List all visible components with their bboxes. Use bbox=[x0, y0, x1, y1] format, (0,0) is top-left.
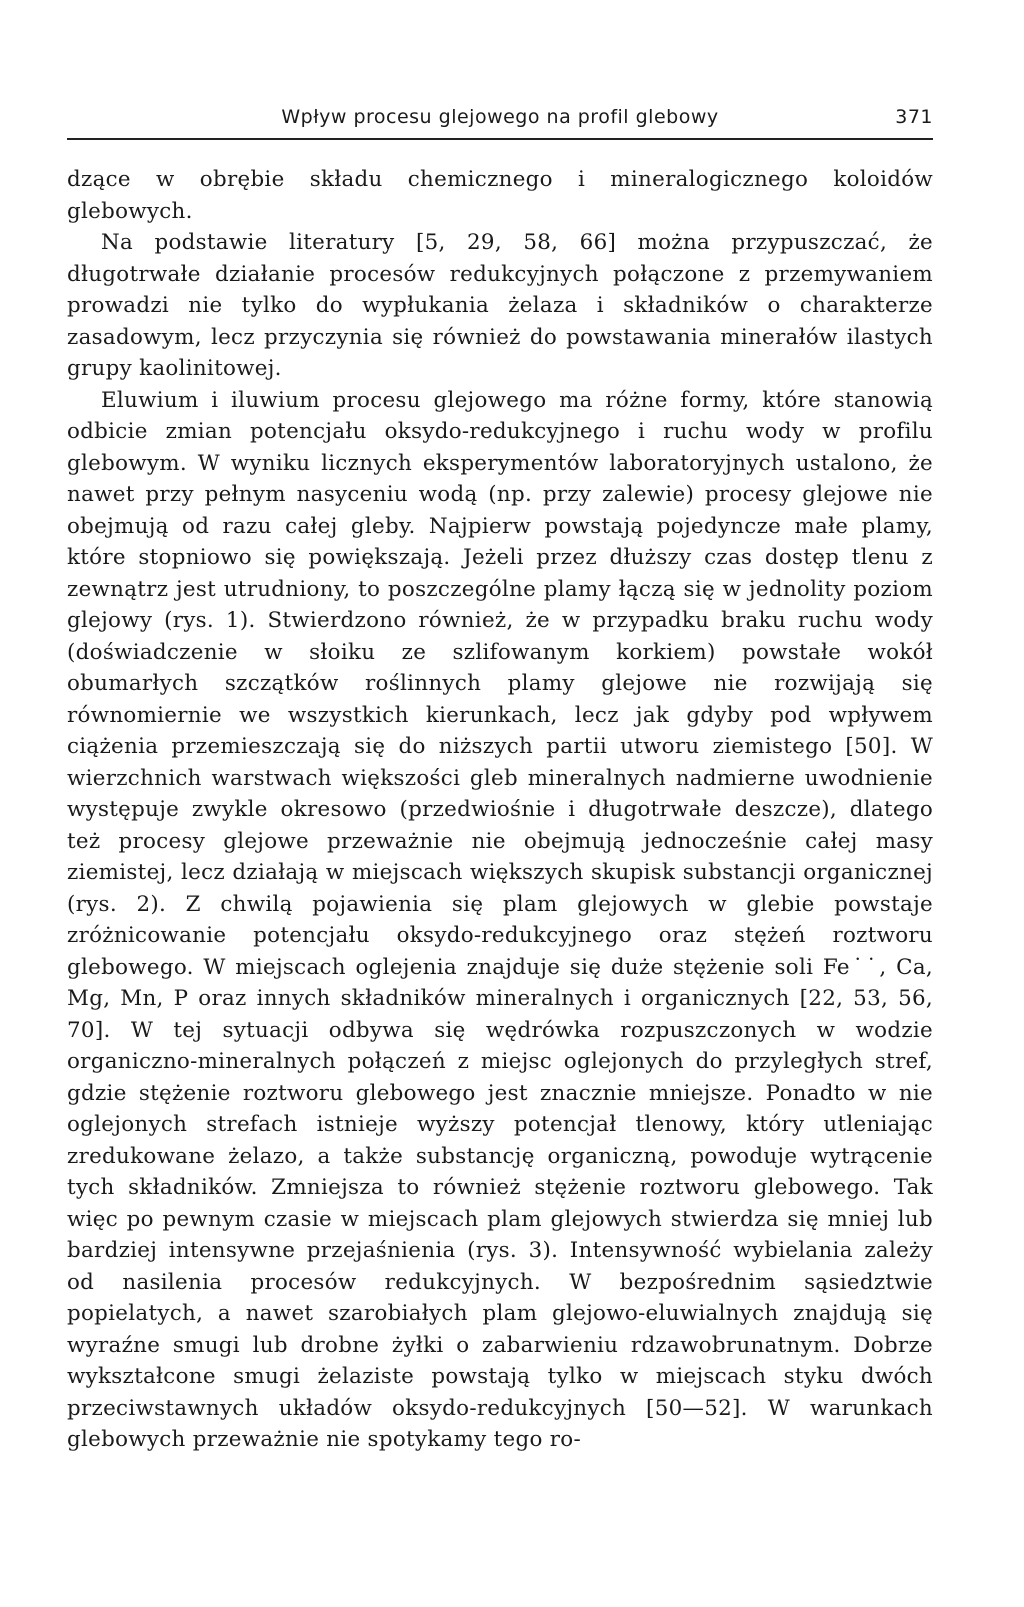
page-number: 371 bbox=[895, 106, 933, 128]
book-page bbox=[67, 96, 933, 1456]
running-title: Wpływ procesu glejowego na profil glebowy bbox=[281, 106, 719, 128]
paragraph-eluvium: Eluwium i iluwium procesu glejowego ma różne formy, które stanowią odbicie zmian potencjału oksydo-redukcyjnego i ruchu wody w profilu glebowym. W wyniku licznych eksperymentów laboratoryjnych ustalono, że nawet przy pełnym nasyceniu wodą (np. przy zalewie) procesy glejowe nie obejmują od razu całej gleby. Najpierw powstają pojedyncze małe plamy, które stopniowo się powiększają. Jeżeli przez dłuższy czas dostęp tlenu z zewnątrz jest utrudniony, to poszczególne plamy łączą się w jednolity poziom glejowy (rys. 1). Stwierdzono również, że w przypadku braku ruchu wody (doświadczenie w słoiku ze szlifowanym korkiem) powstałe wokół obumarłych szczątków roślinnych plamy glejowe nie rozwijają się równomiernie we wszystkich kierunkach, lecz jak gdyby pod wpływem ciążenia przemieszczają się do niższych partii utworu ziemistego [50]. W wierzchnich warstwach większości gleb mineralnych nadmierne uwodnienie występuje zwykle okresowo (przedwiośnie i długotrwałe deszcze), dlatego też procesy glejowe przeważnie nie obejmują jednocześnie całej masy ziemistej, lecz działają w miejscach większych skupisk substancji organicznej (rys. 2). Z chwilą pojawienia się plam glejowych w glebie powstaje zróżnicowanie potencjału oksydo-redukcyjnego oraz stężeń roztworu glebowego. W miejscach oglejenia znajduje się duże stężenie soli Fe˙˙, Ca, Mg, Mn, P oraz innych składników mineralnych i organicznych [22, 53, 56, 70]. W tej sytuacji odbywa się wędrówka rozpuszczonych w wodzie organiczno-mineralnych połączeń z miejsc oglejonych do przyległych stref, gdzie stężenie roztworu glebowego jest znacznie mniejsze. Ponadto w nie oglejonych strefach istnieje wyższy potencjał tlenowy, który utleniając zredukowane żelazo, a także substancję organiczną, powoduje wytrącenie tych składników. Zmniejsza to również stężenie roztworu glebowego. Tak więc po pewnym czasie w miejscach plam glejowych stwierdza się mniej lub bardziej intensywne przejaśnienia (rys. 3). Intensywność wybielania zależy od nasilenia procesów redukcyjnych. W bezpośrednim sąsiedztwie popielatych, a nawet szarobiałych plam glejowo-eluwialnych znajdują się wyraźne smugi lub drobne żyłki o zabarwieniu rdzawobrunatnym. Dobrze wykształcone smugi żelaziste powstają tylko w miejscach styku dwóch przeciwstawnych układów oksydo-redukcyjnych [50—52]. W warunkach glebowych przeważnie nie spotykamy tego ro- bbox=[67, 387, 933, 1452]
body-text bbox=[67, 164, 933, 1456]
paragraph-continuation: dzące w obrębie składu chemicznego i mineralogicznego koloidów glebowych. bbox=[67, 167, 933, 224]
paragraph-literature: Na podstawie literatury [5, 29, 58, 66] można przypuszczać, że długotrwałe działanie procesów redukcyjnych połączone z przemywaniem prowadzi nie tylko do wypłukania żelaza i składników o charakterze zasadowym, lecz przyczynia się również do powstawania minerałów ilastych grupy kaolinitowej. bbox=[67, 230, 933, 381]
header-rule bbox=[67, 138, 933, 140]
running-header bbox=[67, 96, 933, 128]
